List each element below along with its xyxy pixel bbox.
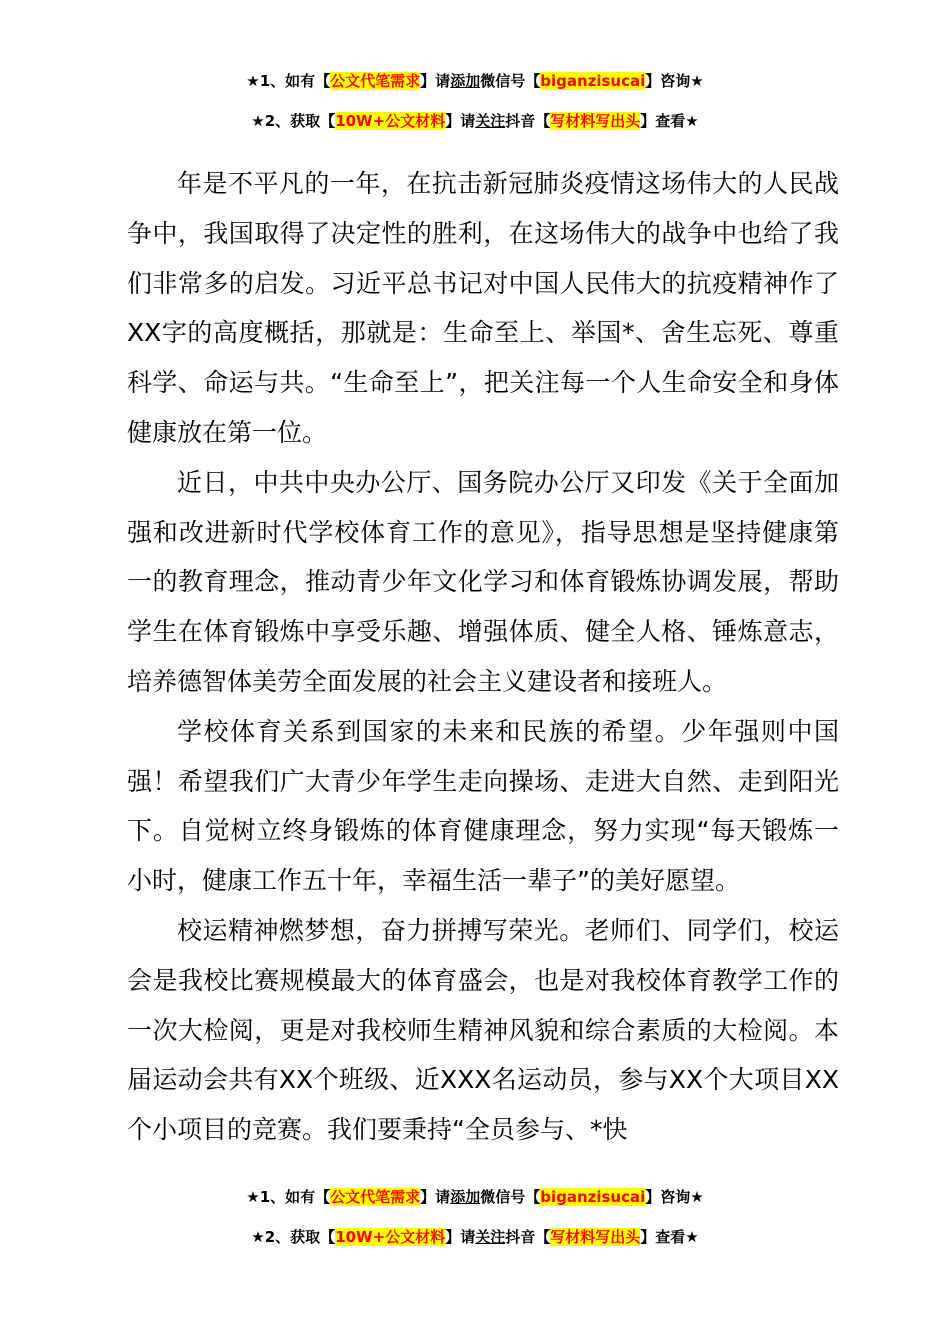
- highlight-text: 公文代笔需求: [330, 1188, 421, 1206]
- banner-text: ★2、获取【: [251, 112, 336, 130]
- douyin-account: 写材料写出头: [550, 1228, 641, 1246]
- banner-text: ★2、获取【: [251, 1228, 336, 1246]
- banner-text: 微信号【: [480, 72, 541, 90]
- banner-text: 】咨询★: [645, 72, 704, 90]
- banner-text: 微信号【: [480, 1188, 541, 1206]
- paragraph: 校运精神燃梦想，奋力拼搏写荣光。老师们、同学们，校运会是我校比赛规模最大的体育盛会，也是对我校体育教学工作的一次大检阅，更是对我校师生精神风貌和综合素质的大检阅。本届运动会共有XX个班级、近XXX名运动员，参与XX个大项目XX个小项目的竞赛。我们要秉持“全员参与、*快: [127, 915, 839, 1145]
- header-banner-line-1: [0, 70, 950, 92]
- banner-text: 】查看★: [640, 112, 699, 130]
- banner-text: 】请: [445, 112, 476, 130]
- underlined-text: 添加: [450, 72, 481, 90]
- banner-text: 】请: [420, 72, 451, 90]
- highlight-text: 10W+公文材料: [335, 112, 446, 130]
- banner-text: 抖音【: [505, 112, 551, 130]
- paragraph: 近日，中共中央办公厅、国务院办公厅又印发《关于全面加强和改进新时代学校体育工作的意见》，指导思想是坚持健康第一的教育理念，推动青少年文化学习和体育锻炼协调发展，帮助学生在体育锻炼中享受乐趣、增强体质、健全人格、锤炼意志，培养德智体美劳全面发展的社会主义建设者和接班人。: [127, 467, 839, 696]
- banner-text: 】查看★: [640, 1228, 699, 1246]
- banner-text: 】请: [445, 1228, 476, 1246]
- footer-banner-line-1: [0, 1186, 950, 1208]
- highlight-text: 10W+公文材料: [335, 1228, 446, 1246]
- douyin-account: 写材料写出头: [550, 112, 641, 130]
- footer-banner-line-2: [0, 1226, 950, 1248]
- paragraph: 学校体育关系到国家的未来和民族的希望。少年强则中国强！希望我们广大青少年学生走向操场、走进大自然、走到阳光下。自觉树立终身锻炼的体育健康理念，努力实现“每天锻炼一小时，健康工作五十年，幸福生活一辈子”的美好愿望。: [127, 716, 839, 896]
- banner-text: 】请: [420, 1188, 451, 1206]
- banner-text: ★1、如有【: [246, 72, 331, 90]
- wechat-id: biganzisucai: [540, 72, 646, 90]
- underlined-text: 关注: [475, 112, 506, 130]
- banner-text: 】咨询★: [645, 1188, 704, 1206]
- document-body: [127, 159, 839, 1155]
- wechat-id: biganzisucai: [540, 1188, 646, 1206]
- banner-text: 抖音【: [505, 1228, 551, 1246]
- highlight-text: 公文代笔需求: [330, 72, 421, 90]
- banner-text: ★1、如有【: [246, 1188, 331, 1206]
- underlined-text: 关注: [475, 1228, 506, 1246]
- underlined-text: 添加: [450, 1188, 481, 1206]
- paragraph: 年是不平凡的一年，在抗击新冠肺炎疫情这场伟大的人民战争中，我国取得了决定性的胜利，在这场伟大的战争中也给了我们非常多的启发。习近平总书记对中国人民伟大的抗疫精神作了XX字的高度概括，那就是：生命至上、举国*、舍生忘死、尊重科学、命运与共。“生命至上”，把关注每一个人生命安全和身体健康放在第一位。: [127, 169, 839, 447]
- header-banner-line-2: [0, 110, 950, 132]
